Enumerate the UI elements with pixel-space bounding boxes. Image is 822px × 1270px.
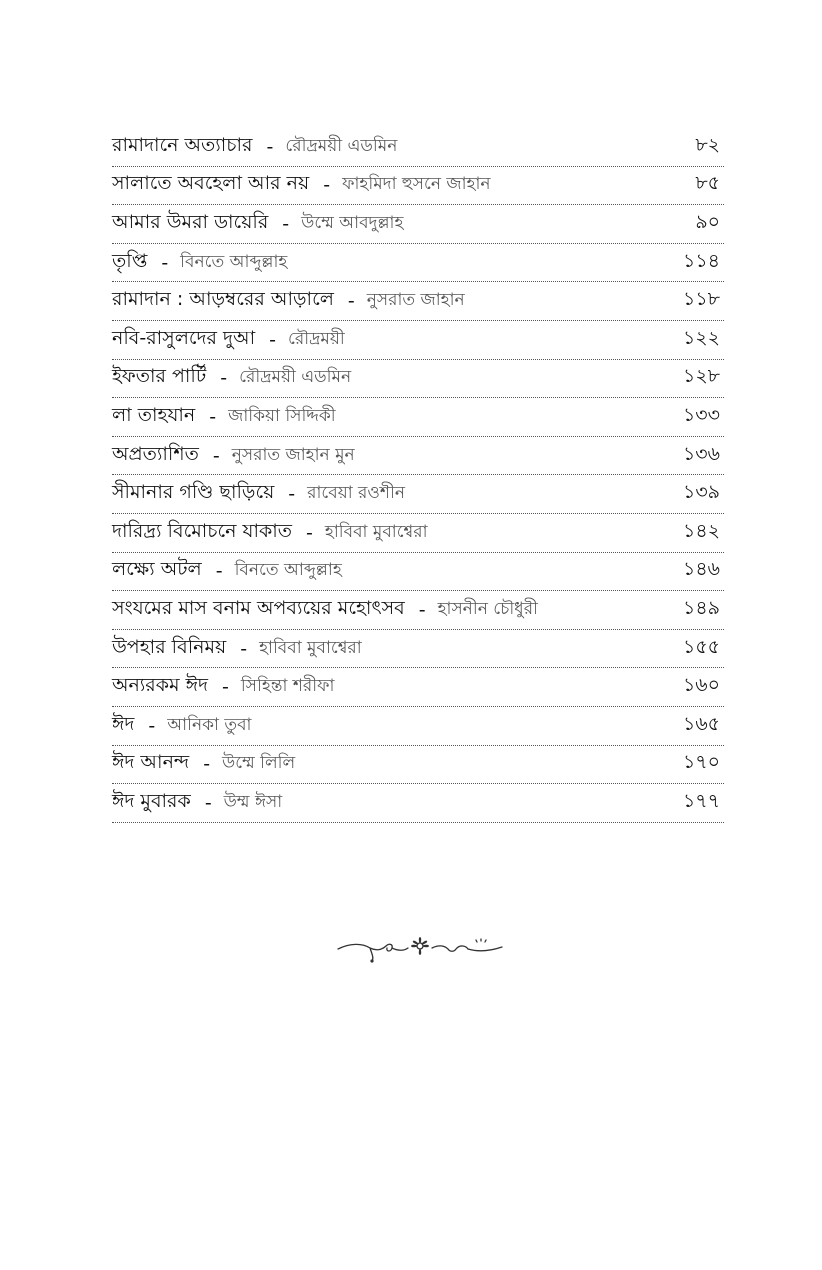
toc-entry-title: সংযমের মাস বনাম অপব্যয়ের মহোৎসব xyxy=(112,596,405,619)
toc-entry-author: উম্ম ঈসা xyxy=(223,791,283,812)
toc-entry-page: ১৩৯ xyxy=(682,481,720,504)
toc-entry-title: ঈদ আনন্দ xyxy=(112,751,190,774)
toc-entry-title: নবি-রাসুলদের দুআ xyxy=(112,326,256,349)
toc-entry xyxy=(112,167,724,206)
toc-entry xyxy=(112,321,724,360)
toc-entry xyxy=(112,591,724,630)
toc-entry-author: উম্মে আবদুল্লাহ xyxy=(301,212,404,233)
toc-entry-author: জাকিয়া সিদ্দিকী xyxy=(228,405,336,426)
toc-entry-author: আনিকা তুবা xyxy=(167,714,252,735)
toc-entry xyxy=(112,707,724,746)
toc-entry-title: দারিদ্র্য বিমোচনে যাকাত xyxy=(112,519,293,542)
toc-entry-author: হাবিবা মুবাশ্বেরা xyxy=(324,521,428,542)
toc-entry-author: নুসরাত জাহান xyxy=(366,290,465,311)
floral-divider-icon xyxy=(336,932,504,966)
toc-entry-separator: - xyxy=(161,251,169,274)
toc-entry-page: ১২৮ xyxy=(682,365,720,388)
toc-entry xyxy=(112,244,724,283)
toc-entry-author: বিনতে আব্দুল্লাহ xyxy=(180,251,288,272)
toc-entry-page: ১৭০ xyxy=(682,751,720,774)
toc-entry-author: হাসনীন চৌধুরী xyxy=(437,598,538,619)
toc-entry-title: সীমানার গণ্ডি ছাড়িয়ে xyxy=(112,481,275,504)
toc-entry-title: ঈদ মুবারক xyxy=(112,789,191,812)
toc-entry-page: ৯০ xyxy=(695,210,720,233)
toc-entry-separator: - xyxy=(266,135,274,158)
toc-entry-page: ১৪৯ xyxy=(683,596,720,619)
toc-entry-page: ১২২ xyxy=(682,326,720,349)
toc-entry-separator: - xyxy=(269,328,276,351)
toc-entry-page: ১১৮ xyxy=(683,288,720,311)
toc-entry-separator: - xyxy=(418,598,426,621)
toc-entry-page: ১৫৫ xyxy=(683,635,720,658)
toc-entry-page: ১৬০ xyxy=(682,674,720,697)
toc-entry xyxy=(112,437,724,476)
toc-entry-author: বিনতে আব্দুল্লাহ xyxy=(234,560,342,581)
toc-entry-title: অপ্রত্যাশিত xyxy=(112,442,199,465)
toc-entry-separator: - xyxy=(323,174,331,197)
toc-entry-title: লক্ষ্যে অটল xyxy=(112,558,202,581)
toc-entry-separator: - xyxy=(347,290,355,313)
toc-entry xyxy=(112,784,724,823)
toc-entry-separator: - xyxy=(212,444,220,467)
toc-entry-author: নুসরাত জাহান মুন xyxy=(231,444,355,465)
toc-entry-separator: - xyxy=(222,676,229,699)
toc-entry-separator: - xyxy=(209,405,217,428)
toc-entry-author: রৌদ্রময়ী এডমিন xyxy=(239,367,352,388)
toc-entry-author: উম্মে লিলি xyxy=(222,753,296,774)
toc-entry-page: ১৪৬ xyxy=(682,558,720,581)
toc-entry-title: লা তাহযান xyxy=(112,403,196,426)
toc-entry xyxy=(112,668,724,707)
toc-entry-title: রামাদান : আড়ম্বরের আড়ালে xyxy=(112,288,334,311)
toc-entry-separator: - xyxy=(306,521,313,544)
toc-entry-author: রৌদ্রময়ী এডমিন xyxy=(285,135,398,156)
toc-entry-page: ১১৪ xyxy=(683,249,720,272)
toc-entry-separator: - xyxy=(288,483,296,506)
toc-entry xyxy=(112,630,724,669)
toc-entry-page: ১৪২ xyxy=(682,519,720,542)
toc-entry-author: রৌদ্রময়ী xyxy=(288,328,345,349)
toc-entry-title: ইফতার পার্টি xyxy=(112,365,207,388)
toc-entry-separator: - xyxy=(204,791,212,814)
toc-entry-title: তৃপ্তি xyxy=(112,249,148,272)
toc-entry-author: ফাহমিদা হুসনে জাহান xyxy=(342,174,491,195)
toc-entry-title: আমার উমরা ডায়েরি xyxy=(112,210,269,233)
toc-entry-page: ১৬৫ xyxy=(682,712,720,735)
toc-entry-page: ৮৫ xyxy=(695,172,720,195)
toc-entry-page: ১৩৩ xyxy=(682,403,720,426)
toc-entry-title: সালাতে অবহেলা আর নয় xyxy=(112,172,310,195)
table-of-contents xyxy=(112,128,724,823)
toc-entry xyxy=(112,514,724,553)
toc-entry-page: ৮২ xyxy=(695,133,720,156)
toc-entry xyxy=(112,553,724,592)
toc-entry-separator: - xyxy=(282,212,290,235)
toc-entry-author: হাবিবা মুবাশ্বেরা xyxy=(259,637,362,658)
toc-entry xyxy=(112,475,724,514)
toc-entry-separator: - xyxy=(148,714,156,737)
toc-entry xyxy=(112,205,724,244)
toc-entry-title: অন্যরকম ঈদ xyxy=(112,674,209,697)
toc-entry-separator: - xyxy=(215,560,223,583)
toc-entry-title: ঈদ xyxy=(112,712,135,735)
toc-entry-page: ১৩৬ xyxy=(682,442,720,465)
toc-entry xyxy=(112,746,724,785)
toc-entry-page: ১৭৭ xyxy=(682,789,720,812)
toc-entry xyxy=(112,398,724,437)
toc-entry-author: রাবেয়া রওশীন xyxy=(307,483,405,504)
toc-entry xyxy=(112,128,724,167)
toc-entry-separator: - xyxy=(220,367,228,390)
toc-entry-author: সিহিন্তা শরীফা xyxy=(240,676,335,697)
toc-entry xyxy=(112,282,724,321)
toc-entry xyxy=(112,360,724,399)
toc-entry-title: রামাদানে অত্যাচার xyxy=(112,133,253,156)
toc-entry-separator: - xyxy=(203,753,211,776)
toc-entry-separator: - xyxy=(240,637,248,660)
toc-entry-title: উপহার বিনিময় xyxy=(112,635,227,658)
